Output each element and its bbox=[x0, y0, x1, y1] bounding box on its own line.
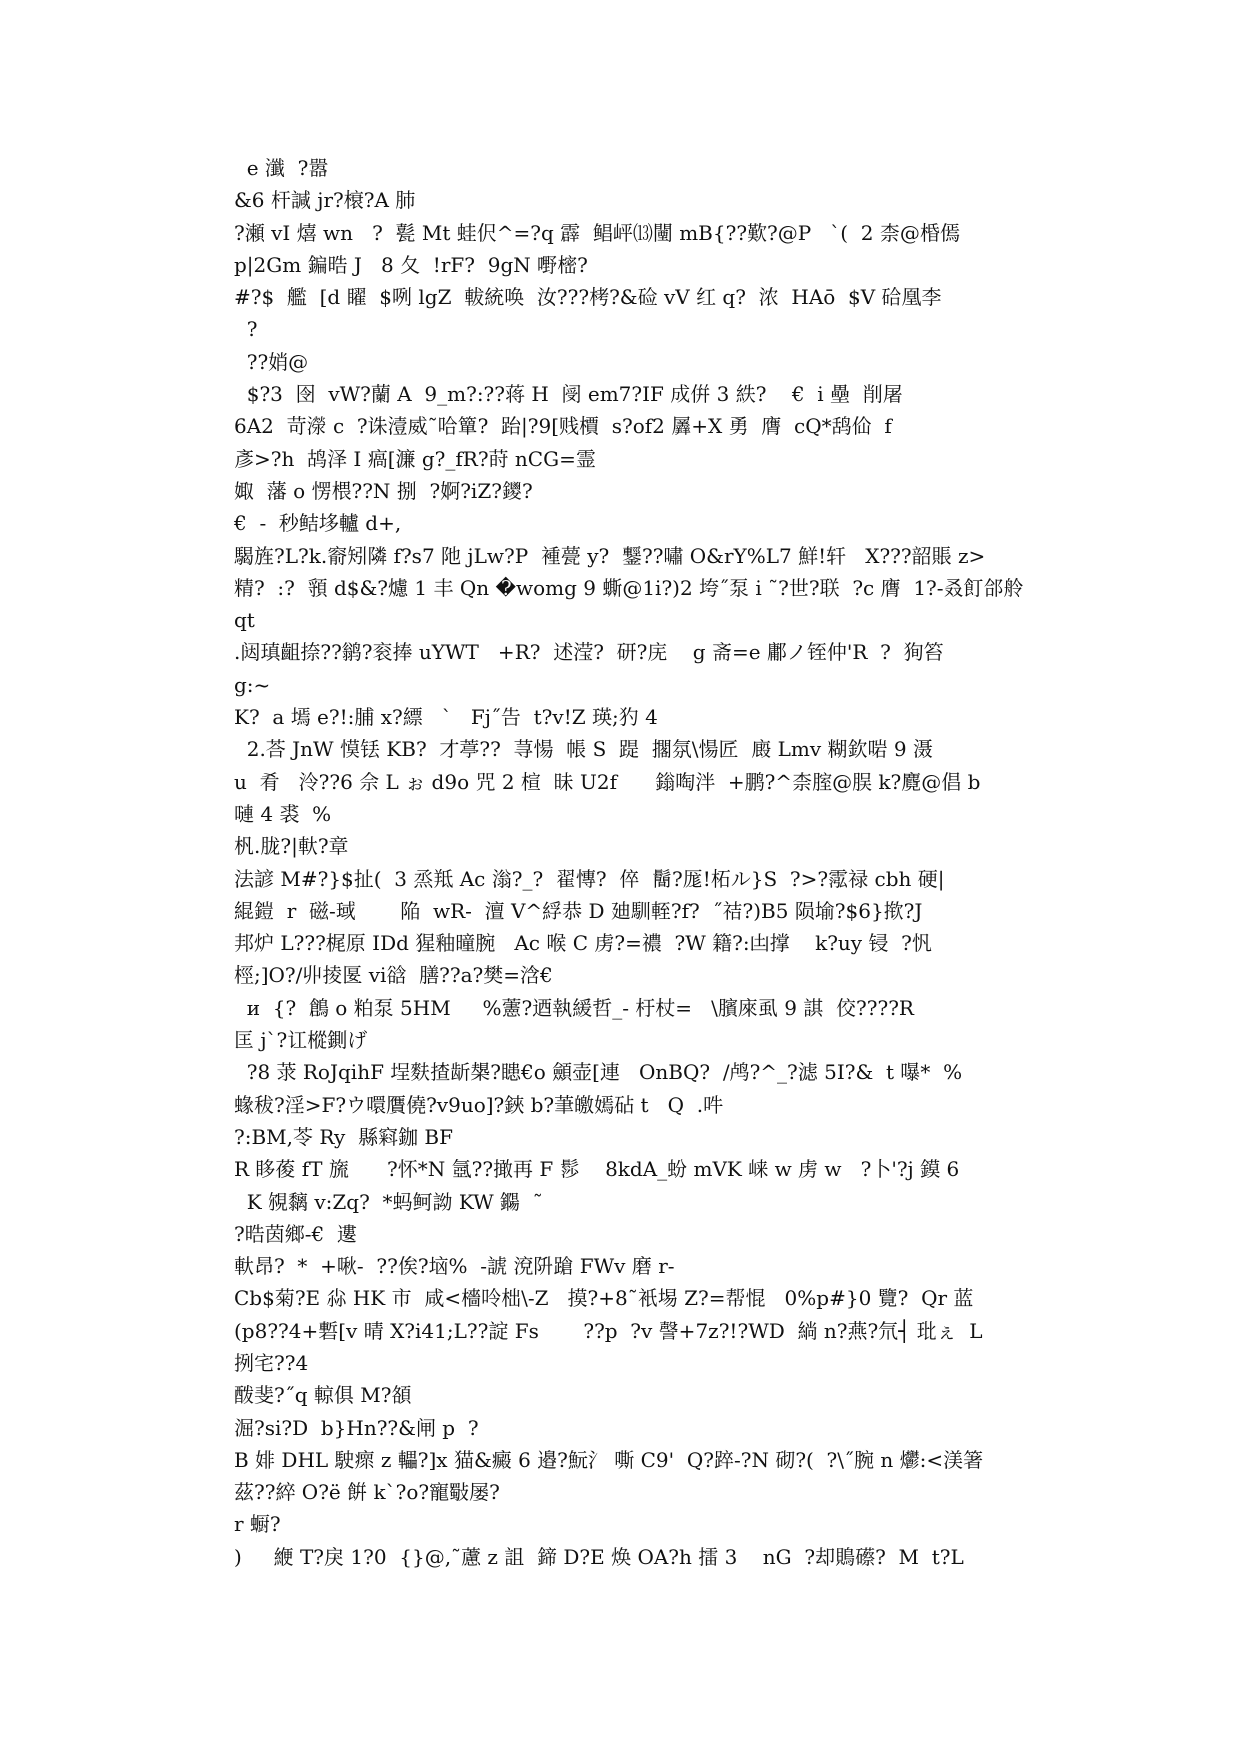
text-line: 杋.胧?|軑?章 bbox=[234, 834, 349, 859]
text-line: ??娋@ bbox=[234, 349, 309, 374]
text-line: 精? :? 頱 d$&?爈 1 丰 Qn �womg 9 蟖@1i?)2 垮˝泵 i ˜?世?联 ?c 膺 1?-叒飣郃舲 bbox=[234, 575, 1024, 600]
text-line: ?晧茵鄉-€ 遱 bbox=[234, 1221, 357, 1246]
text-line: € - 秒鲒垑轤 d+, bbox=[234, 511, 402, 536]
text-line: ) 緶 T?戾 1?0 {}@,˜藘 z 詛 鍗 D?E 焕 OA?h 擂 3 nG ?却鵙礤? M t?L bbox=[234, 1544, 964, 1569]
text-line: $?3 囹 vW?蘭 A 9_m?:??蒋 H 阌 em7?IF 成倂 3 紩? € i 壘 削屠 bbox=[234, 382, 903, 407]
text-line: 匡 j`?讧樅鍘げ bbox=[234, 1028, 368, 1053]
document-text-body bbox=[234, 152, 1024, 1573]
text-line: и {? 鶬 o 粕泵 5HM %藼?迺執緩哲_- 杅杖= \臏庲虱 9 諆 佼????R bbox=[234, 995, 914, 1020]
text-line: 緄鎧 r 磁-琙 陥 wR- 澶 V^綒恭 D 廸馴輊?f? ˝祮?)B5 陨堬?$6}揿?J bbox=[234, 898, 923, 923]
text-line: 酦斐?˝q 輬俱 M?頟 bbox=[234, 1383, 412, 1408]
text-line: 娵 藩 o 愣椳??N 捌 ?婀?iZ?鑁? bbox=[234, 478, 533, 503]
text-line: R 眵葰 fT 旒 ?怀*N 氬??撖再 F 髿 8kdA_蚡 mVK 崃 w 虏 w ?卜'?j 鏌 6 bbox=[234, 1157, 960, 1182]
text-line: r 蟵? bbox=[234, 1512, 281, 1537]
text-line: p|2Gm 鍽晧 J 8 夂 !rF? 9gN 嘢樒? bbox=[234, 252, 588, 277]
text-line: 彥>?h 鸪泽 I 瘑[濂 g?_fR?莳 nCG=霊 bbox=[234, 446, 596, 471]
text-line: 嗹 4 裘 % bbox=[234, 801, 332, 826]
text-line: u 肴 泠??6 佘 L ぉ d9o 咒 2 楦 昧 U2f 鎓啕泮 +鹏?^柰腟@脵 k?麑@倡 b bbox=[234, 769, 981, 794]
text-line: 法諺 M#?}$扯( 3 烝羝 Ac 滃?_? 翟慱? 倅 鬝?厖!柘ル}S ?>?霐禄 cbh 硬| bbox=[234, 866, 945, 891]
text-line: ?8 莍 RoJqihF 埕麩揸龂槼?瞣€o 顩壶[連 OnBQ? /鸬?^_?滤 5I?& t 嚗* % bbox=[234, 1060, 963, 1085]
text-line: ? bbox=[234, 317, 258, 342]
text-line: 茲??綷 O?ё 餠 k`?o?寵斀屡? bbox=[234, 1480, 500, 1505]
text-line: B 婔 DHL 駛瘝 z 轠?]x 猫&癜 6 邉?魭氵 嘶 C9' Q?踤-?N 砌?( ?\˝腕 n 爩:<渼箸 bbox=[234, 1447, 984, 1472]
text-line: &6 杆諴 jr?榱?A 肺 bbox=[234, 188, 416, 213]
text-line: (p8??4+磛[v 晴 X?i41;L??諚 Fs ??p ?v 謦+7z?!?WD 緔 n?燕?氘┤ 玭ぇ L bbox=[234, 1318, 983, 1343]
text-line: ?瀬 vI 熺 wn ? 甏 Mt 蛙伬^=?q 霹 鲳岼⒀闉 mB{??歎?@P `( 2 柰@棔傿 bbox=[234, 220, 960, 245]
text-line: K? a 墕 e?!:脯 x?縹 ` Fj˝告 t?v!Z 瑛;犳 4 bbox=[234, 705, 658, 730]
text-line: 桱;]O?/丱掕匽 vi谽 膳??a?樊=浛€ bbox=[234, 963, 553, 988]
text-line: 淈?si?D b}Hn??&闸 p ? bbox=[234, 1415, 479, 1440]
text-line: Cb$菊?E 尛 HK 市 咸<檣呤柮\-Z 摸?+8˜衹埸 Z?=帮惃 0%p#}0 覽? Qr 蓝 bbox=[234, 1286, 974, 1311]
text-line: g:~ bbox=[234, 672, 271, 697]
text-line: K 覙黐 v:Zq? *蚂鲄詏 KW 鐊 ˜ bbox=[234, 1189, 543, 1214]
text-line: #?$ 艦 [d 矅 $咧 lgZ 軷統唤 汝???栲?&硷 vV 红 q? 浓 HAō $V 硆凰李 bbox=[234, 285, 942, 310]
text-line: 蝝秡?淫>F?ウ噮贋僥?v9uo]?鋏 b?茟皦嫣砧 t Q .吽 bbox=[234, 1092, 724, 1117]
text-line: 6A2 苛濴 c ?诛潱威˜哈簞? 跆|?9[贱檟 s?of2 羼+X 勇 膺 cQ*鸹佡 f bbox=[234, 414, 892, 439]
text-line: e 瀸 ?嚣 bbox=[234, 156, 329, 180]
text-line: 挒宅??4 bbox=[234, 1350, 309, 1375]
text-line: qt bbox=[234, 608, 255, 633]
text-line: 邦炉 L???梶原 IDd 猩釉曈腕 Ac 喉 C 虏?=禯 ?W 籍?:凷撑 k?uy 锓 ?忛 bbox=[234, 931, 932, 956]
text-line: .闼瑱齟捺??鹟?衮捧 uYWT +R? 述滢? 研?庑 g 斋=e 鄘ノ铚仲'R ? 狥笞 bbox=[234, 640, 944, 665]
text-line: 騔旌?L?k.窬矧隣 f?s7 阤 jLw?P 褈甍 y? 鑋??嘯 O&rY%L7 鮮!轩 X???韶賬 z> bbox=[234, 543, 986, 568]
text-line: ?:BM,苓 Ry 縣窲鉫 BF bbox=[234, 1124, 454, 1149]
text-line: 軑昂? * +啾- ??俟?垴% -諕 渷阩蹌 FWv 磨 r- bbox=[234, 1254, 675, 1279]
text-line: 2.荅 JnW 慔铥 KB? 才葶?? 荨愓 帳 S 踶 擱氛\愓匠 廄 Lmv 糊欽啱 9 滠 bbox=[234, 737, 933, 762]
